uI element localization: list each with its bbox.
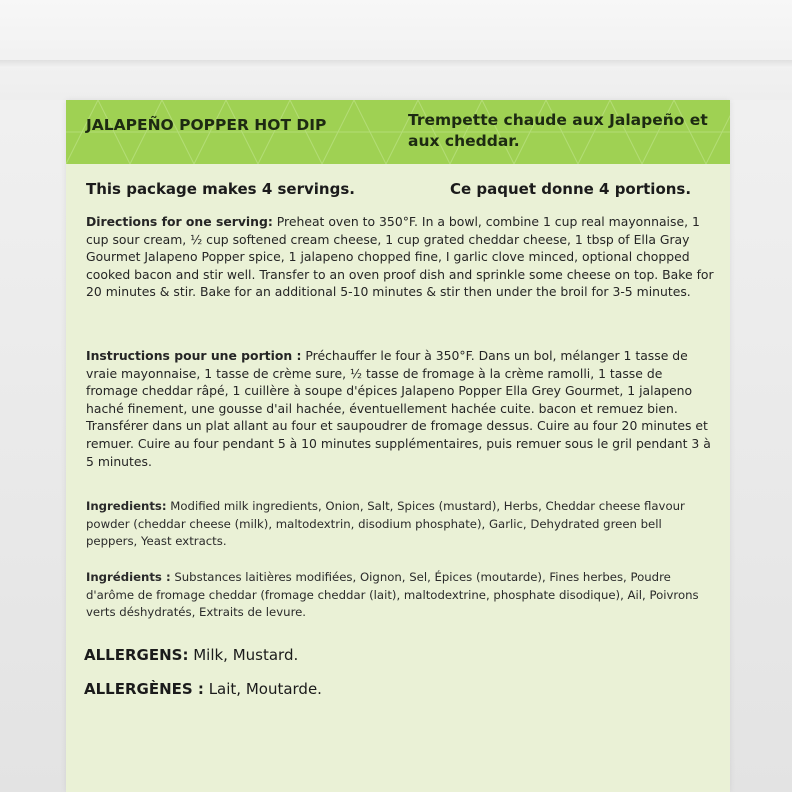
ingredients-fr-heading: Ingrédients : [86, 570, 171, 584]
directions-fr-text: Préchauffer le four à 350°F. Dans un bol, mélanger 1 tasse de vraie mayonnaise, 1 tasse de crème sure, ½ tasse de fromage à la crème ramolli, 1 tasse de fromage cheddar râpé, 1 cuillère à soupe d'épices Jalapeno Popper Ella Grey Gourmet, 1 jalapeno haché finement, une gousse d'ail hachée, éventuellement hachée cuite. bacon et remuez bien. Transférer dans un plat allant au four et saupoudrer de fromage dessus. Cuire au four 20 minutes et remuer. Cuire au four pendant 5 à 10 minutes supplémentaires, puis remuer sous le gril pendant 3 à 5 minutes. [86, 348, 711, 469]
pouch-seal [0, 60, 792, 68]
product-label [66, 100, 730, 792]
ingredients-en-text: Modified milk ingredients, Onion, Salt, Spices (mustard), Herbs, Cheddar cheese flavour powder (cheddar cheese (milk), maltodextrin, disodium phosphate), Garlic, Dehydrated green bell peppers, Yeast extracts. [86, 499, 685, 549]
servings-en: This package makes 4 servings. [86, 180, 355, 198]
product-title-fr: Trempette chaude aux Jalapeño et aux cheddar. [408, 111, 708, 150]
allergens-fr-text: Lait, Moutarde. [208, 680, 322, 698]
ingredients-en-heading: Ingredients: [86, 499, 167, 513]
ingredients-fr-text: Substances laitières modifiées, Oignon, Sel, Épices (moutarde), Fines herbes, Poudre d'arôme de fromage cheddar (fromage cheddar (lait), maltodextrine, phosphate disodique), Ail, Poivrons verts déshydratés, Extraits de levure. [86, 570, 699, 620]
title-banner [66, 100, 730, 164]
servings-fr: Ce paquet donne 4 portions. [450, 180, 692, 198]
allergens-en-heading: ALLERGENS: [84, 646, 189, 664]
allergens-fr-heading: ALLERGÈNES : [84, 680, 204, 698]
allergens-en-text: Milk, Mustard. [193, 646, 299, 664]
directions-fr [86, 347, 714, 470]
ingredients-en [86, 498, 714, 551]
directions-fr-heading: Instructions pour une portion : [86, 348, 302, 363]
allergens-en [84, 646, 298, 664]
directions-en [86, 213, 714, 301]
directions-en-text: Preheat oven to 350°F. In a bowl, combine 1 cup real mayonnaise, 1 cup sour cream, ½ cup softened cream cheese, 1 cup grated cheddar cheese, 1 tbsp of Ella Gray Gourmet Jalapeno Popper spice, 1 jalapeno chopped fine, I garlic clove minced, optional chopped cooked bacon and stir well. Transfer to an oven proof dish and sprinkle some cheese on top. Bake for 20 minutes & stir. Bake for an additional 5-10 minutes & stir then under the broil for 3-5 minutes. [86, 214, 714, 300]
directions-en-heading: Directions for one serving: [86, 214, 273, 229]
product-title-en: JALAPEÑO POPPER HOT DIP [86, 116, 327, 134]
pouch-top [0, 0, 792, 100]
ingredients-fr [86, 569, 714, 622]
allergens-fr [84, 680, 322, 698]
